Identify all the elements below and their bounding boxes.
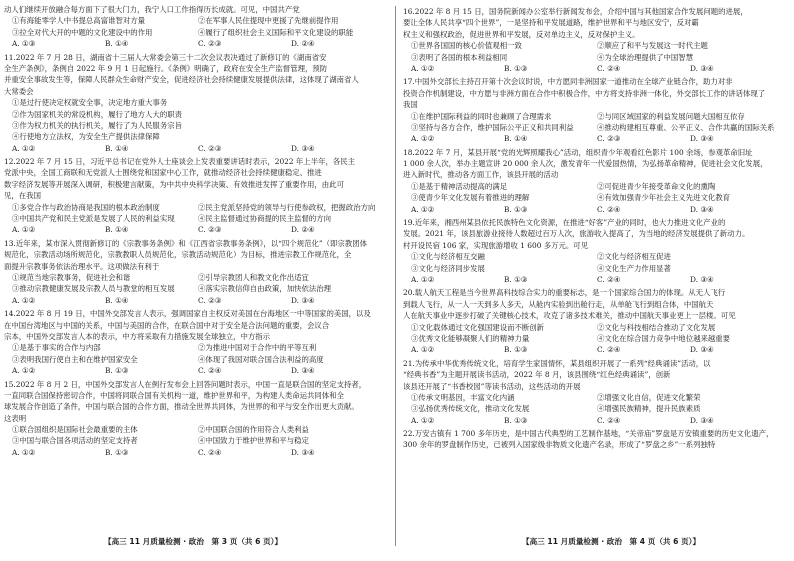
question-stem-text: 1 000 余人次，举办主题宣讲 20 000 余人次，激发青年一代爱国热情，为弘扬革命精神，促进社会文化发展， [403,159,768,169]
statement-option: ②顺应了和平与发展这一时代主题 [597,41,708,51]
answer-choices [403,133,783,144]
question-stem-text: 近年来，某市深入贯彻新修订的《宗教事务条例》和《江西省宗教事务条例》，以“四个规范化”（即宗教团体 [15,238,367,248]
question-17 [403,76,783,144]
question-stem-line [403,158,783,169]
question-stem-text: 投资合作机制建设，中方愿与非洲方面在合作中积极合作，中方将支持非洲一体化，外交部长工作的讲话体现了 [403,88,766,98]
statement-option: ②为推进中国对于合作中的平等互利 [198,343,317,353]
statement-option: ②与同区域国家的利益发展问题大国相互依存 [597,111,745,121]
statement-option-row [4,342,384,353]
statement-option: ②引导宗教团人和教文化作出适宜 [198,272,309,282]
answer-choice: C. ②③ [198,295,222,305]
answer-choices [403,274,783,285]
statement-option: ④落实宗教信仰自由政策，加快依法治理 [198,284,332,294]
question-stem-text: 2022 年 7 月 15 日，习近平总书记在党外人士座谈会上发表重要讲话时表示，2022 年上半年，各民主 [15,157,356,167]
question-stem-text: “经典书香”为主题开展读书活动，2022 年 8 月，该县围绕“红色经典诵读”，创新 [403,370,671,380]
statement-option-row [403,181,783,192]
statement-option-row [4,27,384,38]
question-stem-line [4,167,384,178]
statement-option: ④行使地方立法权，为安全生产提供法律保障 [12,132,160,142]
statement-option-row [4,202,384,213]
question-stem-text: 面提升宗教事务依法治理水平。这项做法有利于 [4,261,160,271]
statement-option: ②可促进青少年接受革命文化的熏陶 [597,181,716,191]
question-stem-text: 要让全体人民共享“四个世界”，一是坚持和平发展道路，维护世界和平与地区安宁，反对霸 [403,18,699,28]
question-21 [403,358,783,426]
question-16 [403,6,783,74]
question-stem-text: 宗本，中国外交部发言人本的表示，中方将采取有力措施发展全球独立，中方指示 [4,331,271,341]
statement-option: ③表明了各国的根本利益相同 [411,52,508,62]
question-stem-first-line [4,156,384,167]
question-stem-text: 见，在我国 [4,191,41,201]
statement-option: ③拉全对代大开的中题的文化建设中的作用 [12,27,153,37]
statement-option: ③作为权力机关的执行机关，履行了为人民服务宗旨 [12,120,182,130]
question-stem-line [4,413,384,424]
question-14 [4,308,384,376]
statement-option-row [4,283,384,294]
question-stem-text: 该县还开展了“书香校园”等读书活动，这些活动的开展 [403,381,581,391]
question-stem-first-line [403,76,783,87]
question-15 [4,379,384,459]
statement-option: ①世界各国国的核心价值观相一致 [411,41,522,51]
statement-option: ③中国与联合国各项活动的坚定支持者 [12,436,138,446]
statement-option: ④民主监督通过协商提的民主监督的方向 [198,214,332,224]
answer-choice: D. ③④ [291,143,315,153]
answer-choice: C. ②③ [198,39,222,49]
left-column [4,4,384,522]
answer-choice: C. ②④ [198,447,222,457]
question-stem-line [4,249,384,260]
question-stem-line [4,63,384,74]
question-stem-first-line [4,308,384,319]
answer-choice: C. ②④ [597,63,621,73]
answer-choice: D. ②④ [291,39,315,49]
question-stem-line [403,310,783,321]
statement-option: ①文化与经济相互交融 [411,252,485,262]
answer-choice: C. ②④ [597,345,621,355]
answer-choice: B. ①③ [504,204,528,214]
statement-option: ①文化载体通过文化强国建设而不断创新 [411,322,545,332]
question-stem-text: 载人航天工程是当今世界高科技综合实力的重要标志，是一个国家综合国力的体现。从无人飞行 [414,288,726,298]
statement-option-row [4,109,384,120]
answer-choices [403,204,783,215]
answer-choice: D. ③④ [690,204,714,214]
statement-option: ①传承文明基因，丰富文化内涵 [411,392,515,402]
statement-option-row [4,131,384,142]
answer-choice: C. ②③ [198,143,222,153]
statement-option: ①联合国组织是国际社会最重要的主体 [12,425,138,435]
statement-option: ①是基于事实的合作与内部 [12,343,101,353]
statement-option-row [403,322,783,333]
question-stem-line [403,240,783,251]
answer-choices [4,365,384,376]
question-number: 21. [403,358,415,368]
question-stem-text: 为传承中华优秀传统文化，培育学生家国情怀，某县组织开展了一系列“经典诵读”活动，以 [414,358,711,368]
question-stem-first-line [403,217,783,228]
question-stem-line [4,401,384,412]
question-number: 18. [403,147,415,157]
answer-choice: A. ①② [411,204,435,214]
answer-choice: C. ②③ [198,225,222,235]
question-stem-text: 一直同联合国保持密切合作，中国将同联合国有关机构一道，维护世界和平，为构建人类命运共同体和全 [4,390,344,400]
statement-option: ④有效加强青少年社会主义先进文化教育 [597,193,731,203]
question-20 [403,287,783,355]
statement-option-row [403,333,783,344]
answer-choice: B. ①③ [504,345,528,355]
answer-choice: D. ③④ [690,415,714,425]
question-stem-line [403,99,783,110]
statement-option-row [403,122,783,133]
question-stem-line [4,331,384,342]
statement-option: ①规范当地宗教事务，促进社会和谐 [12,272,131,282]
question-stem-text: 万安古镇有 1 700 多年历史，是中国古代典型的工艺制作基地，“关帝庙”罗盘是万安镇重要的历史文化遗产， [414,429,774,439]
question-stem-text: 2022 年 7 月 28 日，湖南省十三届人大常委会第三十二次会议表决通过了新修订的《湖南省安 [15,52,327,62]
statement-option-row [403,392,783,403]
statement-option-row [4,97,384,108]
statement-option-row [4,15,384,26]
statement-option: ③中国共产党和民主党派是发展了人民的利益实现 [12,214,175,224]
question-stem-first-line [403,428,783,439]
question-stem-text: 2022 年 8 月 2 日，中国外交部发言人在例行发布会上回答问题时表示，中国一直是联合国的坚定支持者， [15,379,367,389]
statement-option: ②作为国家机关的常设机构，履行了地方人大的职责 [12,109,182,119]
question-12 [4,156,384,236]
answer-choice: B. ①④ [105,39,129,49]
question-stem-line [403,88,783,99]
statement-option: ④中国致力于维护世界和平与稳定 [198,436,309,446]
statement-option-row [4,435,384,446]
question-number: 22. [403,429,415,439]
statement-option: ②中国联合国的作用符合人类利益 [198,425,309,435]
statement-option: ②增强文化自信，促进文化繁荣 [597,392,701,402]
question-number: 19. [403,218,415,228]
answer-choices [4,295,384,306]
question-11 [4,52,384,155]
question-stem-first-line [403,287,783,298]
statement-option: ①有海能零学人中书提总高富谁智对方量 [12,16,146,26]
answer-choices [4,224,384,235]
question-number: 13. [4,238,16,248]
question-stem-text: 近年来，湘西州某县依托民族特色文化资源，在推进“好客”产业的同时，也大力推进文化产业的 [414,218,726,228]
question-stem-line [403,381,783,392]
statement-option-row [403,111,783,122]
intro-line: 动人们继续开放融合每方面下了很大门力，我宁人口工作指得历长成就。可见，中国共产党 [4,5,300,14]
answer-choice: B. ①③ [504,274,528,284]
question-stem-text: 权主义和强权政治，促进世界和平发展，反对单边主义，反对保护主义。 [403,29,640,39]
question-stem-text: 球发展合作创造了条件，中国与联合国的合作方面，推动全世界共同体，为世界的和平与安全作出更大贡献。 [4,402,359,412]
answer-choice: B. ①③ [105,366,129,376]
statement-option: ④体现了我国对联合国合法利益的高度 [198,354,324,364]
answer-choice: C. ②④ [597,274,621,284]
answer-choice: B. ①③ [105,447,129,457]
question-stem-first-line [4,238,384,249]
statement-option: ③文化与经济同步发展 [411,263,485,273]
answer-choice: A. ①② [411,274,435,284]
statement-option: ④文化生产力作用显著 [597,263,671,273]
question-stem-text: 300 余年的罗盘制作历史，已被列入国家级非物质文化遗产名录，形成了“罗盘之乡”一系列独特 [403,440,716,450]
question-number: 20. [403,288,415,298]
answer-choice: C. ②④ [597,204,621,214]
statement-option: ③坚持与各方合作，维护国际公平正义和共同利益 [411,122,574,132]
question-stem-line [403,169,783,180]
statement-option-row [403,192,783,203]
question-stem-text: 我国 [403,100,418,110]
answer-choice: D. ②④ [291,225,315,235]
statement-option-row [4,354,384,365]
question-22 [403,428,783,451]
statement-option-row [403,40,783,51]
question-stem-line [403,439,783,450]
answer-choice: A. ①② [12,225,36,235]
answer-choice: C. ②③ [597,134,621,144]
question-number: 11. [4,52,16,62]
question-stem-line [403,228,783,239]
question-stem-line [4,179,384,190]
answer-choice: D. ③④ [291,295,315,305]
statement-option: ③表明我国行使自主和在维护国家安全 [12,354,138,364]
answer-choice: A. ①③ [12,39,36,49]
statement-option-row [403,52,783,63]
question-stem-text: 2022 年 8 月 15 日，国务院新闻办公室举行新闻发布会，介绍中国与其他国家合作发展问题的进展， [414,7,748,16]
question-number: 12. [4,157,16,167]
question-stem-first-line [4,52,384,63]
statement-option: ①多党合作与政治协商是我国的根本政治制度 [12,202,160,212]
question-stem-text: 中国外交部长主持召开第十次会议时说，中方愿同非洲国家一道推动在全球产业链合作，助力对非 [414,77,733,87]
column-divider [395,6,396,546]
statement-option: ④履行了组织社会主义国际和平文化建设的职能 [198,27,354,37]
answer-choice: A. ①② [411,63,435,73]
question-18 [403,147,783,215]
statement-option-row [4,120,384,131]
statement-option: ①是过行使决定权就安全事，决定地方重大事务 [12,98,168,108]
right-column [403,4,783,522]
answer-choice: A. ①② [411,134,435,144]
question-stem-first-line [403,358,783,369]
answer-choice: D. ③④ [690,134,714,144]
statement-option: ①是基于精神活动提高的满足 [411,181,508,191]
question-stem-text: 全生产条例》，条例自 2022 年 9 月 1 日起施行。《条例》明确了，政府在安全生产监督管理，预防 [4,63,328,73]
statement-option: ②文化与经济相互促进 [597,252,671,262]
answer-choice: B. ①④ [105,295,129,305]
question-stem-text: 并重安全事故发生等，保障人民群众生命财产安全，促进经济社会持续健康发展提供法律，这体现了湖南省人 [4,75,359,85]
question-stem-line [4,261,384,272]
statement-option-row [4,272,384,283]
answer-choices [403,63,783,74]
statement-option: ②文化与科技相结合推动了文化发展 [597,322,716,332]
statement-option: ③优秀文化能够凝聚人们的精神力量 [411,333,530,343]
answer-choice: A. ①② [411,415,435,425]
answer-choices [403,344,783,355]
answer-choice: A. ①② [12,143,36,153]
page-footer-right: 【高三 11 月质量检测 · 政治 第 4 页（共 6 页）】 [522,537,701,546]
answer-choice: D. ③④ [291,366,315,376]
answer-choice: D. ③④ [690,63,714,73]
question-stem-line [4,320,384,331]
question-19 [403,217,783,285]
statement-option: ④推动构建相互尊重、公平正义、合作共赢的国际关系 [597,122,775,132]
answer-choice: A. ①② [12,295,36,305]
question-number: 16. [403,7,415,16]
statement-option: ④增强民族精神，提升民族素质 [597,404,701,414]
question-stem-text: 村开设民宿 106 家，实现旅游增收 1 600 多万元。可见 [403,240,589,250]
question-stem-text: 2022 年 7 月，某县开展“党的光辉照耀我心”活动，组织青少年观看红色影片 100 余场，参观革命旧址 [414,147,753,157]
answer-choice: B. ①④ [105,225,129,235]
statement-option: ②在军事人民住提现中更援了先继前提作用 [198,16,339,26]
question-stem-line [4,86,384,97]
answer-choice: B. ①④ [504,134,528,144]
question-stem-text: 大常委会 [4,86,34,96]
question-number: 14. [4,309,16,319]
question-stem-text: 到载人飞行，从一人一天到多人多天，从舱内实验到出舱行走，从单舱飞行到组合体，中国航天 [403,299,714,309]
question-stem-text: 发展。2021 年，该县旅游业接待人数超过百万人次，旅游收入提高了，为当地的经济发展提供了新动力。 [403,229,750,239]
question-stem-line [403,369,783,380]
statement-option-row [403,263,783,274]
question-number: 17. [403,77,415,87]
question-stem-text: 数字经济发展等开展深入调研，积极建言献策，为中共中央科学决策、有效推进发挥了重要作用，由此可 [4,179,344,189]
question-stem-text: 2022 年 8 月 19 日，中国外交部发言人表示，强调国家自主权反对美国在台海地区一中等国家的美国，以及 [15,309,371,319]
question-stem-first-line [403,147,783,158]
statement-option-row [403,403,783,414]
answer-choice: C. ②④ [597,415,621,425]
question-stem-line [403,29,783,40]
question-stem-text: 这表明 [4,413,27,423]
question-stem-line [403,299,783,310]
answer-choices [4,143,384,154]
question-stem-text: 进入新时代，推动各方面工作，该县开展的活动 [403,170,559,180]
answer-choice: D. ③④ [690,274,714,284]
statement-option: ③弘扬优秀传统文化，推动文化发展 [411,404,530,414]
question-13 [4,238,384,306]
answer-choice: C. ②④ [198,366,222,376]
question-stem-line [4,390,384,401]
statement-option-row [4,424,384,435]
answer-choice: D. ③④ [690,345,714,355]
question-number: 15. [4,379,16,389]
statement-option: ③推动宗教健康发展及宗教人员与教堂的相互发展 [12,284,175,294]
question-stem-text: 党派中央，全国工商联和无党派人士围绕党和国家中心工作，就推动经济社会持续健康稳定、推进 [4,168,322,178]
answer-choice: A. ①② [411,345,435,355]
statement-option-row [4,213,384,224]
question-stem-first-line [4,379,384,390]
page-footer-left: 【高三 11 月质量检测 · 政治 第 3 页（共 6 页）】 [104,537,283,546]
question-stem-line [4,190,384,201]
question-stem-line [403,17,783,28]
answer-choice: A. ①② [12,447,36,457]
answer-choice: B. ①④ [105,143,129,153]
answer-choices [4,447,384,458]
statement-option: ②民主党派坚持党的领导与行使参政权，把握政治方向 [198,202,376,212]
statement-option: ④文化在综合国力竞争中地位越来越重要 [597,333,731,343]
question-stem-text: 在中国台湾地区与中国的关系，中国与美国的合作，在联合国中对于安全是合法问题的重要，会议合 [4,320,330,330]
answer-choice: D. ③④ [291,447,315,457]
answer-choice: B. ①③ [504,63,528,73]
question-stem-first-line [403,6,783,17]
question-stem-text: 人在航天事业中逐步打破了关键核心技术，攻克了诸多技术难关，推动中国航天事业更上一层楼。可见 [403,311,736,321]
answer-choice: A. ①② [12,366,36,376]
question-stem-line [4,74,384,85]
statement-option: ①在维护国际利益的同时也兼顾了合理需求 [411,111,552,121]
question-stem-text: 规范化，宗教活动场所规范化，宗教教职人员规范化，宗教活动规范化）为目标，推进宗教工作规范化，全 [4,250,352,260]
statement-option: ③使青少年文化发展有着推进的理解 [411,193,530,203]
statement-option-row [403,251,783,262]
answer-choices [403,415,783,426]
answer-choices [4,38,384,49]
answer-choice: B. ①③ [504,415,528,425]
statement-option: ④为全球治理提供了中国智慧 [597,52,694,62]
